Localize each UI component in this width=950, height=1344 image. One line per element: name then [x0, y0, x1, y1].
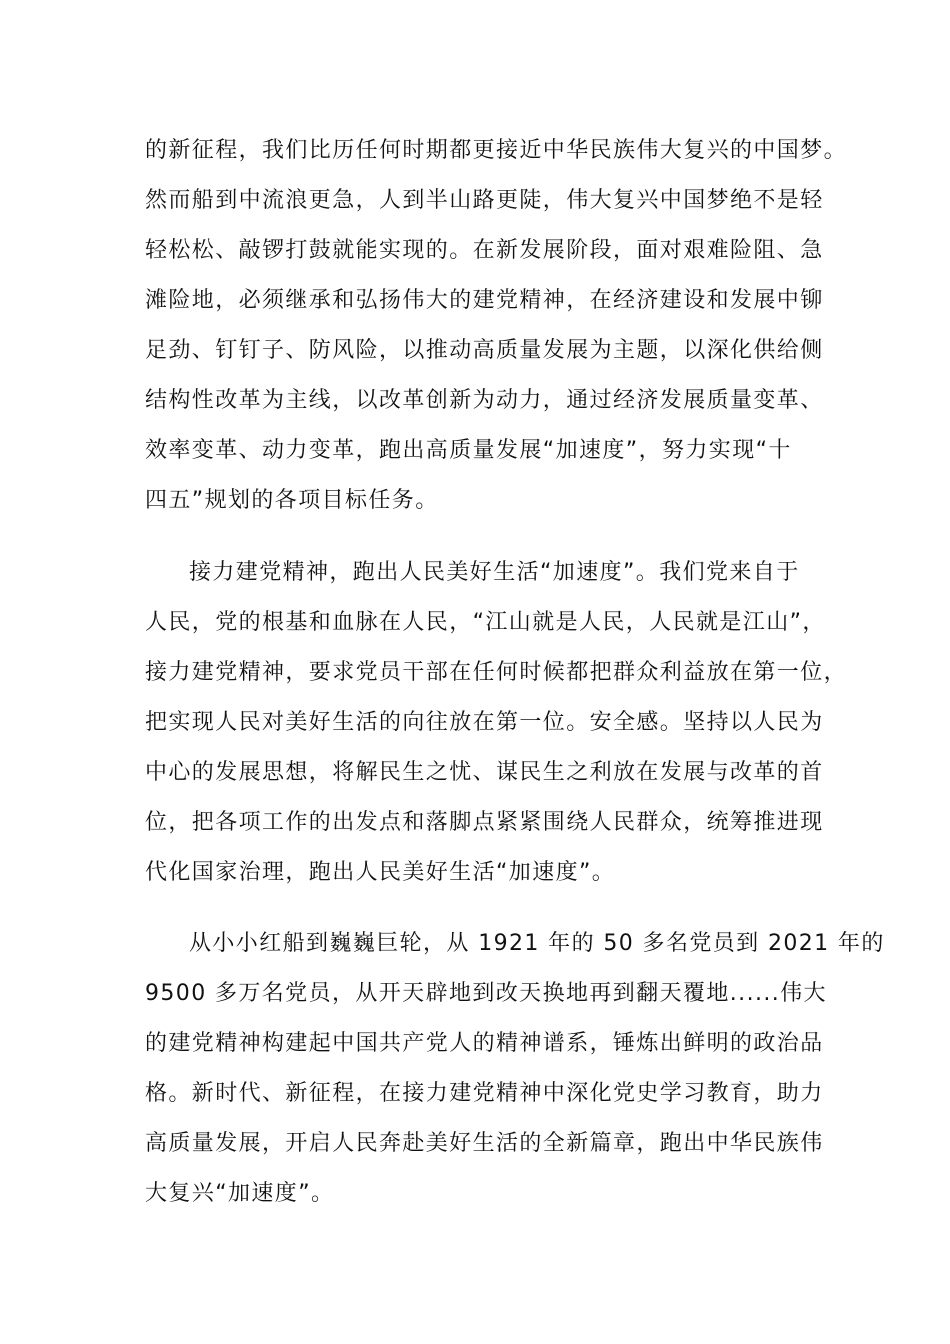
paragraph-3-line-1: 从小小红船到巍巍巨轮，从 1921 年的 50 多名党员到 2021 年的 — [189, 931, 885, 956]
paragraph-3-line-2: 9500 多万名党员，从开天辟地到改天换地再到翻天覆地......伟大 — [145, 981, 827, 1006]
paragraph-1-line-6: 结构性改革为主线，以改革创新为动力，通过经济发展质量变革、 — [145, 388, 824, 413]
paragraph-1-line-1: 的新征程，我们比历任何时期都更接近中华民族伟大复兴的中国梦。 — [145, 138, 848, 163]
paragraph-3-line-6: 大复兴“加速度”。 — [145, 1181, 335, 1206]
paragraph-3-line-4: 格。新时代、新征程，在接力建党精神中深化党史学习教育，助力 — [145, 1081, 824, 1106]
paragraph-2-line-5: 中心的发展思想，将解民生之忧、谋民生之利放在发展与改革的首 — [145, 760, 824, 785]
paragraph-1-line-2: 然而船到中流浪更急，人到半山路更陡，伟大复兴中国梦绝不是轻 — [145, 188, 824, 213]
paragraph-2-line-3: 接力建党精神，要求党员干部在任何时候都把群众利益放在第一位， — [145, 660, 848, 685]
paragraph-1-line-7: 效率变革、动力变革，跑出高质量发展“加速度”，努力实现“十 — [145, 438, 792, 463]
paragraph-1-line-5: 足劲、钉钉子、防风险，以推动高质量发展为主题，以深化供给侧 — [145, 338, 824, 363]
paragraph-2-line-4: 把实现人民对美好生活的向往放在第一位。安全感。坚持以人民为 — [145, 710, 824, 735]
paragraph-2-line-7: 代化国家治理，跑出人民美好生活“加速度”。 — [145, 860, 616, 885]
paragraph-2-line-1: 接力建党精神，跑出人民美好生活“加速度”。我们党来自于 — [189, 560, 800, 585]
paragraph-1-line-8: 四五”规划的各项目标任务。 — [145, 488, 439, 513]
paragraph-3-line-3: 的建党精神构建起中国共产党人的精神谱系，锤炼出鲜明的政治品 — [145, 1031, 824, 1056]
paragraph-2-line-2: 人民，党的根基和血脉在人民，“江山就是人民，人民就是江山”， — [145, 610, 826, 635]
paragraph-1-line-3: 轻松松、敲锣打鼓就能实现的。在新发展阶段，面对艰难险阻、急 — [145, 238, 824, 263]
paragraph-3-line-5: 高质量发展，开启人民奔赴美好生活的全新篇章，跑出中华民族伟 — [145, 1131, 824, 1156]
paragraph-1-line-4: 滩险地，必须继承和弘扬伟大的建党精神，在经济建设和发展中铆 — [145, 288, 824, 313]
paragraph-2-line-6: 位，把各项工作的出发点和落脚点紧紧围绕人民群众，统筹推进现 — [145, 810, 824, 835]
